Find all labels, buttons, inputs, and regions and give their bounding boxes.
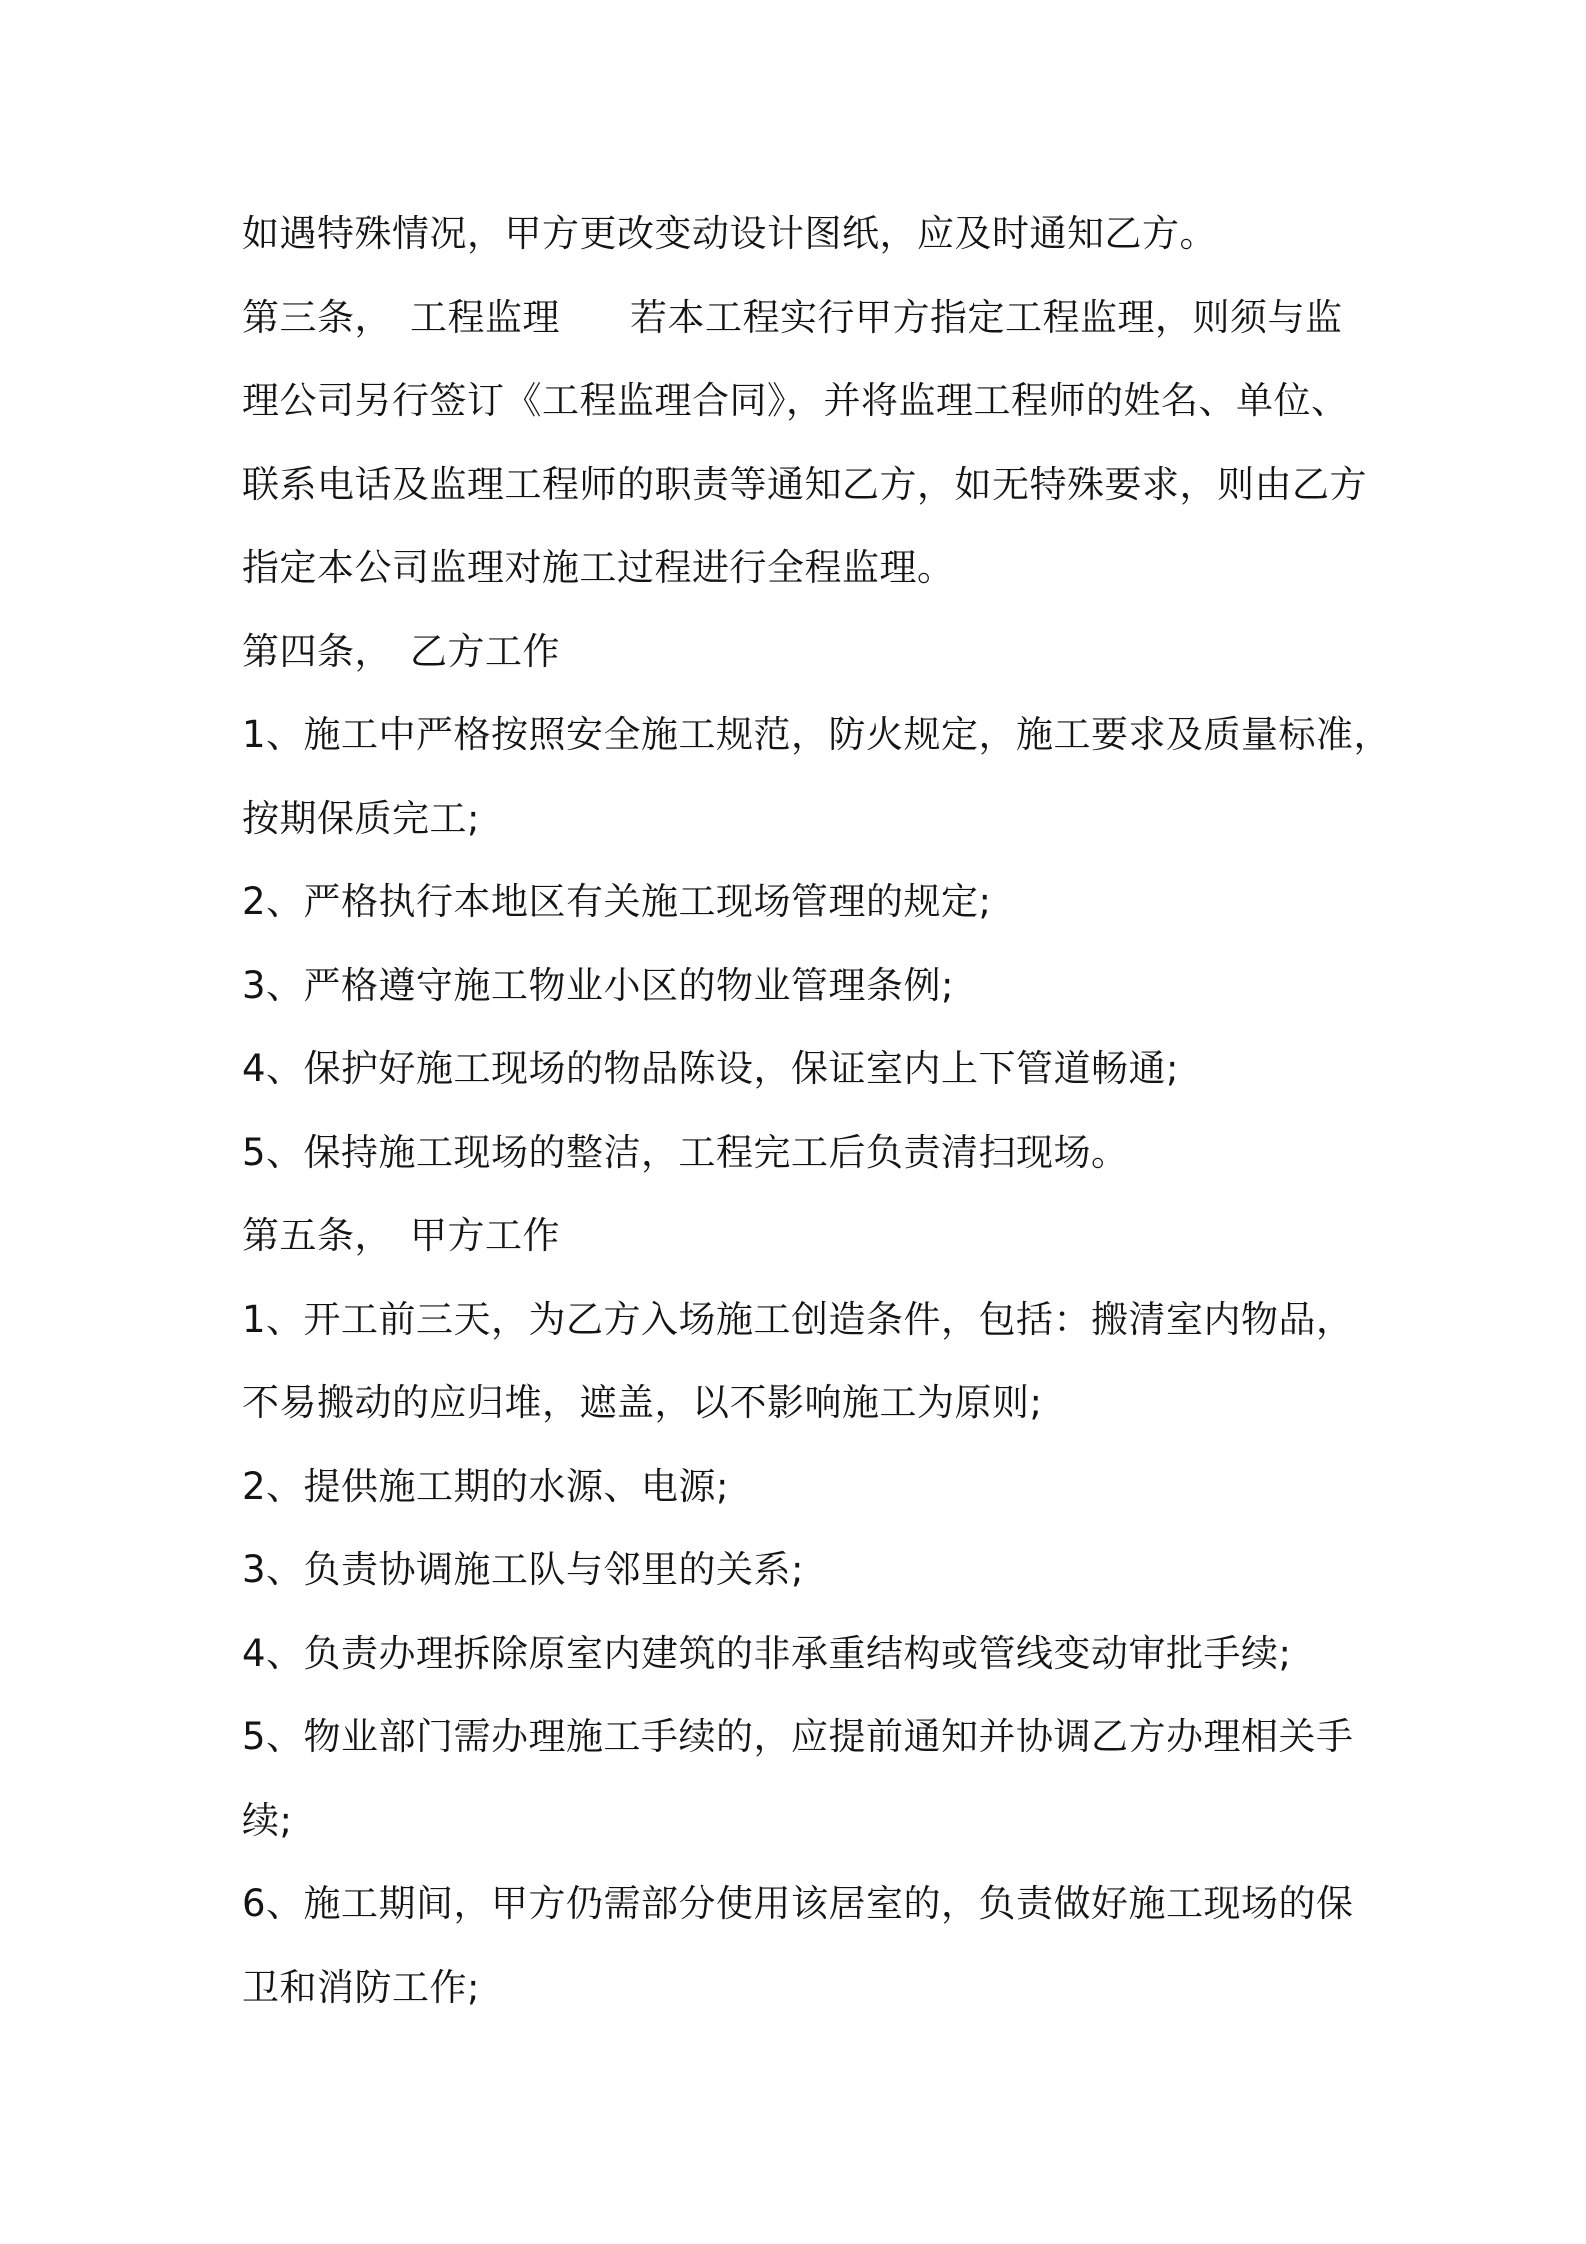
article-3-heading (242, 276, 1352, 360)
text-line: 联系电话及监理工程师的职责等通知乙方，如无特殊要求，则由乙方 (242, 462, 1367, 506)
article-number: 第五条， (242, 1214, 392, 1257)
document-body (242, 192, 1392, 2029)
text-line: 2、严格执行本地区有关施工现场管理的规定; (242, 880, 992, 923)
list-item (242, 1027, 1352, 1111)
text-line: 4、负责办理拆除原室内建筑的非承重结构或管线变动审批手续; (242, 1631, 1292, 1675)
text-line: 5、保持施工现场的整洁，工程完工后负责清扫现场。 (242, 1130, 1129, 1174)
list-item (242, 944, 1352, 1028)
list-item (242, 1111, 1352, 1195)
article-number: 第三条， (242, 295, 392, 339)
list-item (242, 1695, 1352, 1779)
list-item (242, 1862, 1352, 1946)
text-line: 4、保护好施工现场的物品陈设，保证室内上下管道畅通; (242, 1047, 1180, 1090)
list-item (242, 1612, 1352, 1696)
list-item (242, 1528, 1352, 1612)
article-title: 甲方工作 (410, 1214, 560, 1257)
text-line: 1、施工中严格按照安全施工规范，防火规定，施工要求及质量标准， (242, 713, 1392, 756)
text-line: 3、负责协调施工队与邻里的关系; (242, 1548, 805, 1591)
list-item (242, 1278, 1352, 1362)
article-title: 工程监理 (410, 295, 560, 339)
text-line: 不易搬动的应归堆，遮盖，以不影响施工为原则; (242, 1381, 1043, 1424)
article-number: 第四条， (242, 629, 392, 673)
article-title: 乙方工作 (410, 629, 560, 673)
text-line: 5、物业部门需办理施工手续的，应提前通知并协调乙方办理相关手 (242, 1715, 1354, 1758)
text-line: 2、提供施工期的水源、电源; (242, 1464, 730, 1508)
paragraph-line (242, 526, 1352, 610)
paragraph-line (242, 1946, 1352, 2030)
paragraph-line (242, 192, 1352, 276)
list-item (242, 1445, 1352, 1529)
article-5-heading (242, 1194, 1352, 1278)
list-item (242, 860, 1352, 944)
text-line: 卫和消防工作; (242, 1965, 480, 2009)
text-line: 如遇特殊情况，甲方更改变动设计图纸，应及时通知乙方。 (242, 212, 1217, 255)
text-line: 3、严格遵守施工物业小区的物业管理条例; (242, 963, 955, 1007)
text-line: 按期保质完工; (242, 796, 480, 840)
article-text: 若本工程实行甲方指定工程监理，则须与监 (630, 295, 1343, 339)
list-item (242, 693, 1392, 777)
text-line: 1、开工前三天，为乙方入场施工创造条件，包括：搬清室内物品， (242, 1297, 1354, 1341)
paragraph-line (242, 1361, 1352, 1445)
paragraph-line (242, 443, 1367, 527)
text-line: 指定本公司监理对施工过程进行全程监理。 (242, 546, 955, 589)
paragraph-line (242, 359, 1352, 443)
text-line: 续; (242, 1798, 293, 1842)
text-line: 6、施工期间，甲方仍需部分使用该居室的，负责做好施工现场的保 (242, 1882, 1354, 1925)
paragraph-line (242, 777, 1352, 861)
paragraph-line (242, 1779, 1352, 1863)
article-4-heading (242, 610, 1352, 694)
text-line: 理公司另行签订《工程监理合同》，并将监理工程师的姓名、单位、 (242, 379, 1349, 422)
